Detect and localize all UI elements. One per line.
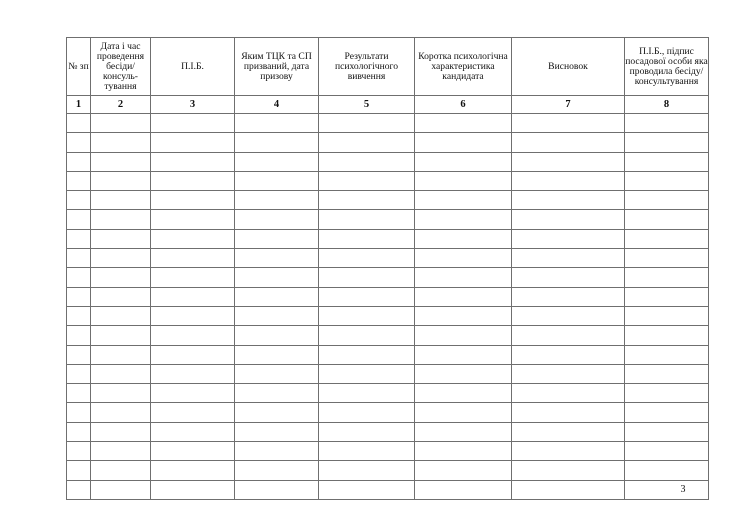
table-row [67,191,709,210]
table-cell [415,461,512,480]
table-cell [415,114,512,133]
table-cell [415,422,512,441]
table-cell [512,249,625,268]
table-cell [415,268,512,287]
table-cell [67,384,91,403]
table-cell [91,461,151,480]
table-cell [151,384,235,403]
table-cell [415,152,512,171]
table-cell [91,403,151,422]
table-cell [91,287,151,306]
table-cell [512,461,625,480]
table-cell [235,442,319,461]
table-cell [319,345,415,364]
table-cell [319,306,415,325]
table-row [67,171,709,190]
table-cell [319,326,415,345]
table-cell [625,422,709,441]
table-cell [91,422,151,441]
header-cell-psych-results: Результати психологічного вивчення [319,38,415,96]
table-cell [625,152,709,171]
table-cell [319,268,415,287]
table-cell [67,461,91,480]
table-cell [151,326,235,345]
table-cell [415,345,512,364]
table-cell [415,249,512,268]
table-cell [625,364,709,383]
table-cell [319,249,415,268]
table-cell [512,306,625,325]
column-number-cell: 3 [151,96,235,114]
header-cell-conscription-office: Яким ТЦК та СП призваний, дата призову [235,38,319,96]
table-cell [319,287,415,306]
table-cell [91,249,151,268]
table-row [67,133,709,152]
table-cell [67,287,91,306]
table-cell [151,480,235,499]
table-row [67,306,709,325]
table-cell [415,171,512,190]
table-cell [235,306,319,325]
table-cell [235,249,319,268]
table-cell [319,364,415,383]
table-cell [91,268,151,287]
table-cell [319,171,415,190]
table-cell [67,422,91,441]
table-cell [415,287,512,306]
table-cell [151,191,235,210]
table-cell [235,480,319,499]
table-row [67,364,709,383]
table-row [67,403,709,422]
table-cell [512,364,625,383]
table-cell [91,326,151,345]
table-cell [91,480,151,499]
table-cell [151,210,235,229]
table-row [67,384,709,403]
table-cell [235,461,319,480]
table-cell [235,364,319,383]
table-cell [625,210,709,229]
table-cell [625,133,709,152]
table-cell [235,229,319,248]
table-cell [415,480,512,499]
page-number: 3 [680,484,686,495]
table-cell [319,403,415,422]
register-table [66,37,709,500]
table-row [67,268,709,287]
table-cell [319,210,415,229]
header-cell-characteristic: Коротка психологічна характеристика кандидата [415,38,512,96]
table-cell [512,403,625,422]
table-cell [235,210,319,229]
table-cell [512,210,625,229]
table-cell [415,364,512,383]
table-cell [151,403,235,422]
column-number-cell: 4 [235,96,319,114]
table-cell [67,114,91,133]
table-cell [151,287,235,306]
column-number-cell: 7 [512,96,625,114]
table-cell [415,306,512,325]
table-cell [415,191,512,210]
table-cell [67,480,91,499]
table-cell [415,229,512,248]
column-number-cell: 8 [625,96,709,114]
table-cell [415,133,512,152]
table-row [67,480,709,499]
column-number-row [67,96,709,114]
table-cell [67,442,91,461]
table-cell [512,384,625,403]
table-cell [625,114,709,133]
table-cell [235,345,319,364]
table-cell [67,268,91,287]
table-cell [91,114,151,133]
table-cell [319,442,415,461]
table-cell [235,287,319,306]
table-row [67,326,709,345]
table-cell [625,384,709,403]
table-row [67,461,709,480]
table-cell [625,249,709,268]
table-cell [512,326,625,345]
table-cell [235,152,319,171]
table-cell [235,114,319,133]
table-cell [91,442,151,461]
table-cell [625,171,709,190]
table-cell [512,268,625,287]
table-cell [67,210,91,229]
table-row [67,442,709,461]
table-cell [67,345,91,364]
table-cell [151,364,235,383]
table-cell [151,133,235,152]
table-cell [67,229,91,248]
table-row [67,422,709,441]
table-cell [512,345,625,364]
column-number-cell: 6 [415,96,512,114]
table-cell [151,268,235,287]
table-cell [625,461,709,480]
table-cell [235,422,319,441]
table-cell [67,306,91,325]
table-cell [512,442,625,461]
table-cell [151,461,235,480]
table-cell [91,210,151,229]
table-cell [235,133,319,152]
table-cell [91,229,151,248]
column-number-cell: 1 [67,96,91,114]
table-cell [625,306,709,325]
table-cell [415,442,512,461]
table-row [67,152,709,171]
header-cell-conclusion: Висновок [512,38,625,96]
header-cell-full-name: П.І.Б. [151,38,235,96]
header-cell-row-number: № зп [67,38,91,96]
table-cell [91,384,151,403]
table-cell [235,268,319,287]
table-cell [151,152,235,171]
table-cell [151,422,235,441]
table-cell [512,480,625,499]
table-cell [319,422,415,441]
table-cell [235,403,319,422]
table-body [67,114,709,500]
table-cell [625,442,709,461]
table-cell [625,287,709,306]
table-cell [151,114,235,133]
column-number-cell: 5 [319,96,415,114]
table-cell [151,442,235,461]
table-cell [625,229,709,248]
table-cell [151,171,235,190]
table-cell [151,249,235,268]
table-cell [151,345,235,364]
table-cell [91,152,151,171]
table-cell [319,384,415,403]
table-cell [67,403,91,422]
header-cell-official-signature: П.І.Б., підпис посадової особи яка проводила бесіду/ консультування [625,38,709,96]
column-number-cell: 2 [91,96,151,114]
table-cell [319,229,415,248]
table-cell [151,229,235,248]
table-cell [512,422,625,441]
table-cell [512,191,625,210]
table-row [67,287,709,306]
table-cell [415,403,512,422]
table-cell [319,114,415,133]
table-cell [67,364,91,383]
table-cell [235,171,319,190]
table-cell [91,171,151,190]
table-cell [67,326,91,345]
table-cell [415,326,512,345]
table-cell [151,306,235,325]
table-cell [67,171,91,190]
table-cell [625,480,709,499]
table-cell [319,152,415,171]
table-cell [319,133,415,152]
table-cell [235,191,319,210]
table-cell [67,249,91,268]
table-cell [91,345,151,364]
table-cell [235,384,319,403]
table-row [67,249,709,268]
table-cell [91,133,151,152]
header-cell-date-time: Дата і час проведення бесіди/ консуль-тування [91,38,151,96]
table-cell [91,306,151,325]
table-cell [625,403,709,422]
table-cell [512,133,625,152]
table-cell [625,268,709,287]
table-row [67,114,709,133]
table-row [67,229,709,248]
table-cell [91,364,151,383]
table-cell [319,461,415,480]
table-cell [512,171,625,190]
table-cell [91,191,151,210]
table-cell [512,287,625,306]
table-cell [512,114,625,133]
table-cell [512,229,625,248]
table-cell [415,384,512,403]
table-cell [625,191,709,210]
table-cell [235,326,319,345]
table-cell [67,152,91,171]
table-cell [512,152,625,171]
header-row [67,38,709,96]
table-cell [67,133,91,152]
table-cell [67,191,91,210]
table-cell [415,210,512,229]
table-cell [319,480,415,499]
table-row [67,210,709,229]
table-cell [625,326,709,345]
table-row [67,345,709,364]
table-cell [319,191,415,210]
table-cell [625,345,709,364]
